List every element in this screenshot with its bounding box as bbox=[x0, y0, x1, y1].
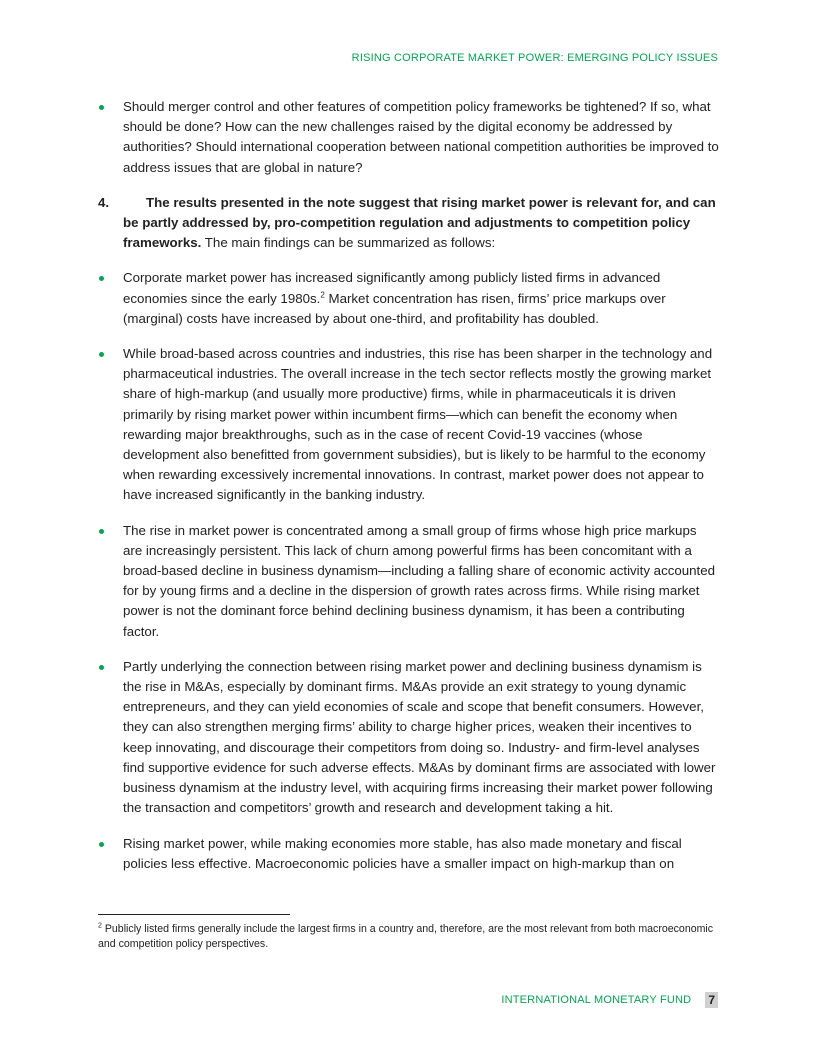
footnote-divider bbox=[98, 914, 290, 915]
bullet-dot-icon bbox=[99, 529, 104, 534]
bullet-dot-icon bbox=[99, 276, 104, 281]
bullet-item bbox=[98, 97, 719, 178]
page-number: 7 bbox=[705, 992, 718, 1008]
running-header: RISING CORPORATE MARKET POWER: EMERGING POLICY ISSUES bbox=[351, 52, 718, 64]
bullet-item bbox=[98, 344, 719, 506]
footnote-reference[interactable]: 2 bbox=[320, 290, 325, 300]
bullet-dot-icon bbox=[99, 665, 104, 670]
bullet-text: Rising market power, while making economies more stable, has also made monetary and fiscal policies less effective. Macroeconomic policies have a smaller impact on high-markup than on bbox=[123, 835, 682, 871]
bullet-item bbox=[98, 268, 719, 329]
paragraph-number: 4. bbox=[98, 194, 110, 210]
paragraph-lead: The results presented in the note suggest that rising market power is relevant for, and can be partly addressed by, pro-competition regulation and adjustments to competition policy frameworks. bbox=[123, 194, 716, 251]
bullet-text: Corporate market power has increased significantly among publicly listed firms in advanced economies since the early 1980s. bbox=[123, 270, 661, 306]
bullet-item bbox=[98, 521, 719, 642]
bullet-text: The rise in market power is concentrated among a small group of firms whose high price markups are increasingly persistent. This lack of churn among powerful firms has been concomitant with a broad-based decline in business dynamism—including a falling share of economic activity accounted for by young firms and a decline in the dispersion of growth rates across firms. While rising market power is not the dominant force behind declining business dynamism, it has been a contributing factor. bbox=[123, 522, 716, 639]
bullet-dot-icon bbox=[99, 105, 104, 110]
bullet-item bbox=[98, 657, 719, 819]
bullet-text: Partly underlying the connection between rising market power and declining business dynamism is the rise in M&As, especially by dominant firms. M&As provide an exit strategy to young dynamic entrepreneurs, and they can yield economies of scale and scope that benefit consumers. However, they can also strengthen merging firms’ ability to charge higher prices, weaken their incentives to keep innovating, and discourage their competitors from doing so. Industry- and firm-level analyses find supportive evidence for such adverse effects. M&As by dominant firms are associated with lower business dynamism at the industry level, with acquiring firms increasing their market power following the transaction and competitors’ growth and research and development taking a hit. bbox=[123, 658, 716, 816]
footnote-text: Publicly listed firms generally include the largest firms in a country and, therefore, are the most relevant from both macroeconomic and competition policy perspectives. bbox=[98, 923, 714, 950]
numbered-paragraph bbox=[98, 193, 719, 254]
footnote-mark: 2 bbox=[98, 922, 102, 930]
bullet-dot-icon bbox=[99, 842, 104, 847]
paragraph-text: The main findings can be summarized as follows: bbox=[201, 235, 496, 251]
bullet-item bbox=[98, 834, 719, 874]
footer-organization: INTERNATIONAL MONETARY FUND bbox=[501, 994, 692, 1006]
bullet-dot-icon bbox=[99, 352, 104, 357]
footnote bbox=[98, 922, 719, 952]
page-body bbox=[98, 97, 719, 889]
bullet-text: While broad-based across countries and industries, this rise has been sharper in the technology and pharmaceutical industries. The overall increase in the tech sector reflects mostly the growing market share of high-markup (and usually more productive) firms, while in pharmaceuticals it is driven primarily by rising market power within incumbent firms—which can benefit the economy when rewarding major breakthroughs, such as in the case of recent Covid-19 vaccines (whose development also benefitted from government subsidies), but is likely to be harmful to the economy when rewarding excessively incremental innovations. In contrast, market power does not appear to have increased significantly in the banking industry. bbox=[123, 346, 713, 503]
bullet-text: Should merger control and other features of competition policy frameworks be tightened? If so, what should be done? How can the new challenges raised by the digital economy be addressed by authorities? Should international cooperation between national competition authorities be improved to address issues that are global in nature? bbox=[123, 99, 719, 175]
page-footer bbox=[501, 992, 718, 1008]
bullet-text: Market concentration has risen, firms’ price markups over (marginal) costs have increased by about one-third, and profitability has doubled. bbox=[123, 290, 666, 326]
